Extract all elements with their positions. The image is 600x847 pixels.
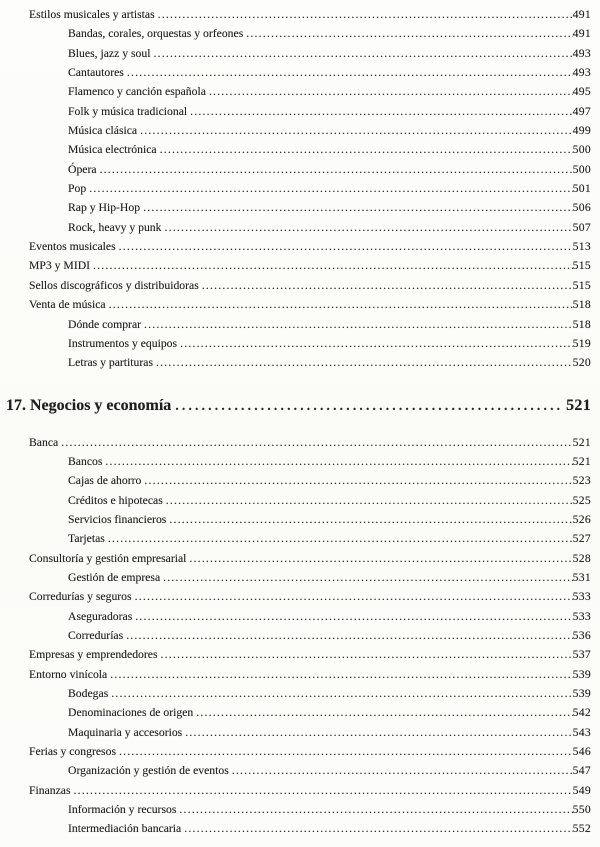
toc-entry-page: 493 [572, 46, 591, 60]
toc-entry-label: Banca [29, 435, 59, 449]
toc-entry [68, 160, 591, 179]
toc-entry-label: Empresas y emprendedores [29, 648, 158, 662]
toc-entry-page: 518 [572, 298, 591, 312]
toc-entry-label: Letras y partituras [68, 356, 154, 370]
dot-leader [202, 276, 573, 295]
toc-entry-page: 521 [572, 454, 591, 468]
toc-entry [29, 433, 591, 452]
toc-entry-label: Servicios financieros [68, 512, 167, 526]
toc-entry-page: 506 [572, 201, 591, 215]
toc-entry-page: 507 [572, 220, 591, 234]
dot-leader [185, 723, 572, 742]
toc-entry-label: Rap y Hip-Hop [68, 201, 141, 215]
dot-leader [246, 24, 572, 43]
toc-entry-label: Finanzas [29, 783, 71, 797]
dot-leader [196, 703, 572, 722]
toc-entry [29, 295, 591, 314]
dot-leader [119, 237, 573, 256]
dot-leader [144, 471, 572, 490]
toc-entry-label: Música electrónica [68, 143, 157, 157]
toc-entry-page: 528 [572, 551, 591, 565]
toc-entry-label: Ópera [68, 162, 97, 176]
dot-leader [108, 529, 573, 548]
dot-leader [111, 684, 572, 703]
toc-entry [29, 276, 591, 295]
toc-entry-page: 515 [572, 278, 591, 292]
dot-leader [127, 63, 573, 82]
dot-leader [161, 645, 573, 664]
dot-leader [156, 353, 573, 372]
toc-entry-label: Denominaciones de origen [68, 706, 194, 720]
toc-entry [68, 607, 591, 626]
dot-leader [158, 5, 573, 24]
toc-entry-page: 539 [572, 667, 591, 681]
dot-leader [175, 393, 561, 419]
toc-entry-page: 519 [572, 336, 591, 350]
toc-entry [68, 44, 591, 63]
toc-entry-label: Consultoría y gestión empresarial [29, 551, 187, 565]
toc-entry [68, 179, 591, 198]
dot-leader [164, 218, 572, 237]
toc-entry [68, 510, 591, 529]
toc-entry-page: 531 [572, 570, 591, 584]
toc-entry-label: Bandas, corales, orquestas y orfeones [68, 27, 244, 41]
toc-entry-page: 500 [572, 143, 591, 157]
toc-entry-label: Organización y gestión de eventos [68, 764, 229, 778]
chapter-heading [6, 393, 591, 419]
toc-entry-page: 491 [572, 8, 591, 21]
dot-leader [143, 198, 572, 217]
toc-entry-page: 521 [572, 435, 591, 449]
toc-entry [68, 102, 591, 121]
toc-entry [68, 568, 591, 587]
toc-entry-page: 501 [572, 182, 591, 196]
toc-entry [68, 491, 591, 510]
toc-entry [68, 529, 591, 548]
toc-entry-label: Entorno vinícola [29, 667, 108, 681]
toc-entry-page: 537 [572, 648, 591, 662]
toc-entry-label: Cantautores [68, 66, 124, 80]
toc-section-music [6, 5, 591, 373]
toc-entry-page: 543 [572, 725, 591, 739]
toc-entry-page: 533 [572, 609, 591, 623]
toc-entry-page: 533 [572, 590, 591, 604]
toc-entry-page: 497 [572, 104, 591, 118]
toc-entry [68, 703, 591, 722]
dot-leader [119, 742, 573, 761]
toc-entry-page: 493 [572, 66, 591, 80]
dot-leader [144, 315, 573, 334]
dot-leader [163, 568, 572, 587]
toc-entry-label: Aseguradoras [68, 609, 133, 623]
toc-entry-label: Intermediación bancaria [68, 822, 182, 836]
dot-leader [109, 295, 573, 314]
toc-entry-label: Flamenco y canción española [68, 85, 206, 99]
toc-entry [68, 723, 591, 742]
toc-entry-label: MP3 y MIDI [29, 259, 91, 273]
toc-entry-label: Información y recursos [68, 803, 177, 817]
toc-entry [68, 452, 591, 471]
toc-entry [29, 549, 591, 568]
toc-entry-label: Rock, heavy y punk [68, 220, 162, 234]
dot-leader [169, 510, 572, 529]
toc-entry-page: 500 [572, 162, 591, 176]
dot-leader [140, 121, 572, 140]
toc-entry [68, 198, 591, 217]
toc-entry-page: 546 [572, 745, 591, 759]
dot-leader [93, 256, 573, 275]
dot-leader [110, 665, 572, 684]
dot-leader [232, 761, 573, 780]
toc-entry-label: Folk y música tradicional [68, 104, 188, 118]
toc-entry [68, 471, 591, 490]
dot-leader [209, 82, 573, 101]
dot-leader [61, 433, 572, 452]
toc-entry [68, 121, 591, 140]
dot-leader [135, 607, 572, 626]
toc-entry [29, 587, 591, 606]
toc-entry-label: Cajas de ahorro [68, 474, 142, 488]
toc-entry [68, 63, 591, 82]
toc-entry-page: 491 [572, 27, 591, 41]
toc-entry-label: Dónde comprar [68, 317, 142, 331]
toc-entry [29, 237, 591, 256]
toc-entry-page: 549 [572, 783, 591, 797]
toc-entry-label: Tarjetas [68, 532, 105, 546]
toc-entry-page: 536 [572, 628, 591, 642]
chapter-title: 17. Negocios y economía [6, 396, 172, 414]
dot-leader [190, 102, 572, 121]
toc-entry-label: Pop [68, 182, 87, 196]
toc-entry [68, 353, 591, 372]
toc-entry [29, 645, 591, 664]
toc-entry-label: Maquinaria y accesorios [68, 725, 183, 739]
dot-leader [100, 160, 573, 179]
toc-entry [68, 684, 591, 703]
dot-leader [189, 549, 572, 568]
toc-entry-label: Ferias y congresos [29, 745, 116, 759]
toc-entry-page: 527 [572, 532, 591, 546]
toc-entry-label: Bancos [68, 454, 103, 468]
toc-entry [68, 334, 591, 353]
toc-entry [29, 665, 591, 684]
toc-entry-label: Créditos e hipotecas [68, 493, 163, 507]
toc-entry [68, 761, 591, 780]
toc-entry-page: 542 [572, 706, 591, 720]
toc-entry-label: Música clásica [68, 124, 138, 138]
toc-entry-label: Sellos discográficos y distribuidoras [29, 278, 199, 292]
dot-leader [126, 626, 572, 645]
toc-entry-label: Bodegas [68, 687, 109, 700]
toc-entry-page: 550 [572, 803, 591, 817]
toc-entry-label: Estilos musicales y artistas [29, 8, 155, 21]
dot-leader [179, 800, 572, 819]
toc-entry [68, 24, 591, 43]
toc-entry-label: Blues, jazz y soul [68, 46, 151, 60]
toc-entry-label: Corredurías [68, 628, 124, 642]
dot-leader [89, 179, 572, 198]
toc-entry-label: Venta de música [29, 298, 106, 312]
toc-entry-page: 552 [572, 822, 591, 836]
toc-entry-page: 547 [572, 764, 591, 778]
dot-leader [135, 587, 573, 606]
toc-entry-page: 523 [572, 474, 591, 488]
dot-leader [166, 491, 573, 510]
toc-entry-page: 515 [572, 259, 591, 273]
toc-section-business [6, 433, 591, 839]
toc-entry [68, 82, 591, 101]
toc-entry-label: Gestión de empresa [68, 570, 161, 584]
toc-entry-page: 513 [572, 240, 591, 254]
toc-entry [68, 218, 591, 237]
toc-entry [29, 781, 591, 800]
toc-entry [29, 256, 591, 275]
toc-entry-page: 525 [572, 493, 591, 507]
toc-entry [68, 800, 591, 819]
toc-entry-page: 526 [572, 512, 591, 526]
toc-entry-label: Instrumentos y equipos [68, 336, 178, 350]
toc-entry-page: 518 [572, 317, 591, 331]
toc-entry-page: 499 [572, 124, 591, 138]
toc-entry [68, 315, 591, 334]
toc-entry [68, 140, 591, 159]
chapter-page-number: 521 [566, 396, 591, 414]
toc-entry-label: Eventos musicales [29, 240, 116, 254]
toc-entry-label: Corredurías y seguros [29, 590, 132, 604]
dot-leader [160, 140, 573, 159]
toc-entry-page: 495 [572, 85, 591, 99]
dot-leader [153, 44, 572, 63]
dot-leader [105, 452, 572, 471]
toc-entry [68, 626, 591, 645]
dot-leader [74, 781, 573, 800]
toc-entry [68, 819, 591, 838]
toc-entry-page: 520 [572, 356, 591, 370]
dot-leader [180, 334, 572, 353]
toc-entry-page: 539 [572, 687, 591, 700]
dot-leader [184, 819, 572, 838]
toc-entry [29, 5, 591, 24]
toc-entry [29, 742, 591, 761]
